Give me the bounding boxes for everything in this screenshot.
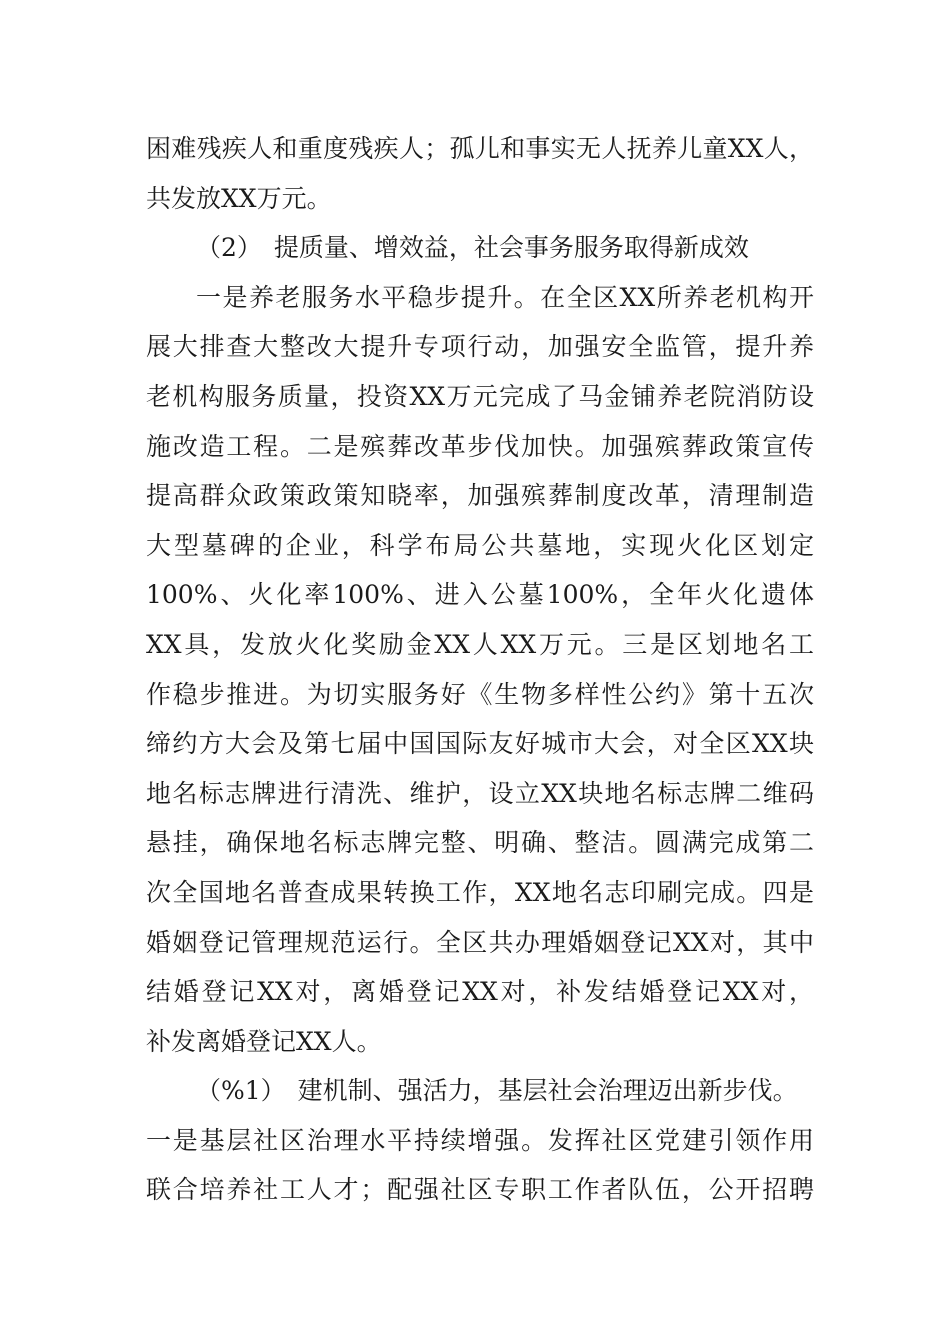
text-line: 婚姻登记管理规范运行。全区共办理婚姻登记XX对，其中 (146, 927, 814, 957)
text-line: 作稳步推进。为切实服务好《生物多样性公约》第十五次 (146, 679, 814, 709)
text-line: 联合培养社工人才；配强社区专职工作者队伍，公开招聘 (146, 1175, 814, 1205)
text-line: 大型墓碑的企业，科学布局公共墓地，实现火化区划定 (146, 530, 814, 560)
text-line: XX具，发放火化奖励金XX人XX万元。三是区划地名工 (146, 629, 814, 659)
text-line: 一是养老服务水平稳步提升。在全区XX所养老机构开 (196, 282, 814, 312)
text-line: 施改造工程。二是殡葬改革步伐加快。加强殡葬政策宣传 (146, 431, 814, 461)
text-line: 100%、火化率100%、进入公墓100%，全年火化遗体 (146, 580, 814, 610)
text-line: 结婚登记XX对，离婚登记XX对，补发结婚登记XX对， (146, 977, 814, 1007)
text-line: 提高群众政策政策知晓率，加强殡葬制度改革，清理制造 (146, 481, 814, 511)
text-line: 困难残疾人和重度残疾人；孤儿和事实无人抚养儿童XX人， (146, 134, 814, 163)
text-line: 一是基层社区治理水平持续增强。发挥社区党建引领作用 (146, 1125, 814, 1155)
text-line: 补发离婚登记XX人。 (146, 1026, 382, 1056)
text-line: 悬挂，确保地名标志牌完整、明确、整洁。圆满完成第二 (146, 828, 814, 858)
section-heading-grassroots-governance (146, 1066, 814, 1116)
section-heading-text: 提质量、增效益，社会事务服务取得新成效 (273, 233, 749, 263)
text-line: 展大排查大整改大提升专项行动，加强安全监管，提升养 (146, 332, 814, 362)
paragraph-disability-subsidy (146, 124, 814, 223)
text-line: 次全国地名普查成果转换工作，XX地名志印刷完成。四是 (146, 877, 814, 907)
section-heading-social-affairs (146, 223, 814, 273)
text-line: 缔约方大会及第七届中国国际友好城市大会，对全区XX块 (146, 729, 814, 759)
text-line: 地名标志牌进行清洗、维护，设立XX块地名标志牌二维码 (146, 778, 814, 808)
section-number: （2） (196, 233, 262, 263)
text-line: 共发放XX万元。 (146, 183, 332, 213)
text-line: 老机构服务质量，投资XX万元完成了马金铺养老院消防设 (146, 381, 814, 411)
section-heading-text: 建机制、强活力，基层社会治理迈出新步伐。 (297, 1076, 798, 1106)
paragraph-grassroots-governance (146, 1116, 814, 1215)
paragraph-social-affairs (146, 273, 814, 1067)
section-number: （%1） (196, 1076, 286, 1106)
document-body (146, 124, 814, 1215)
